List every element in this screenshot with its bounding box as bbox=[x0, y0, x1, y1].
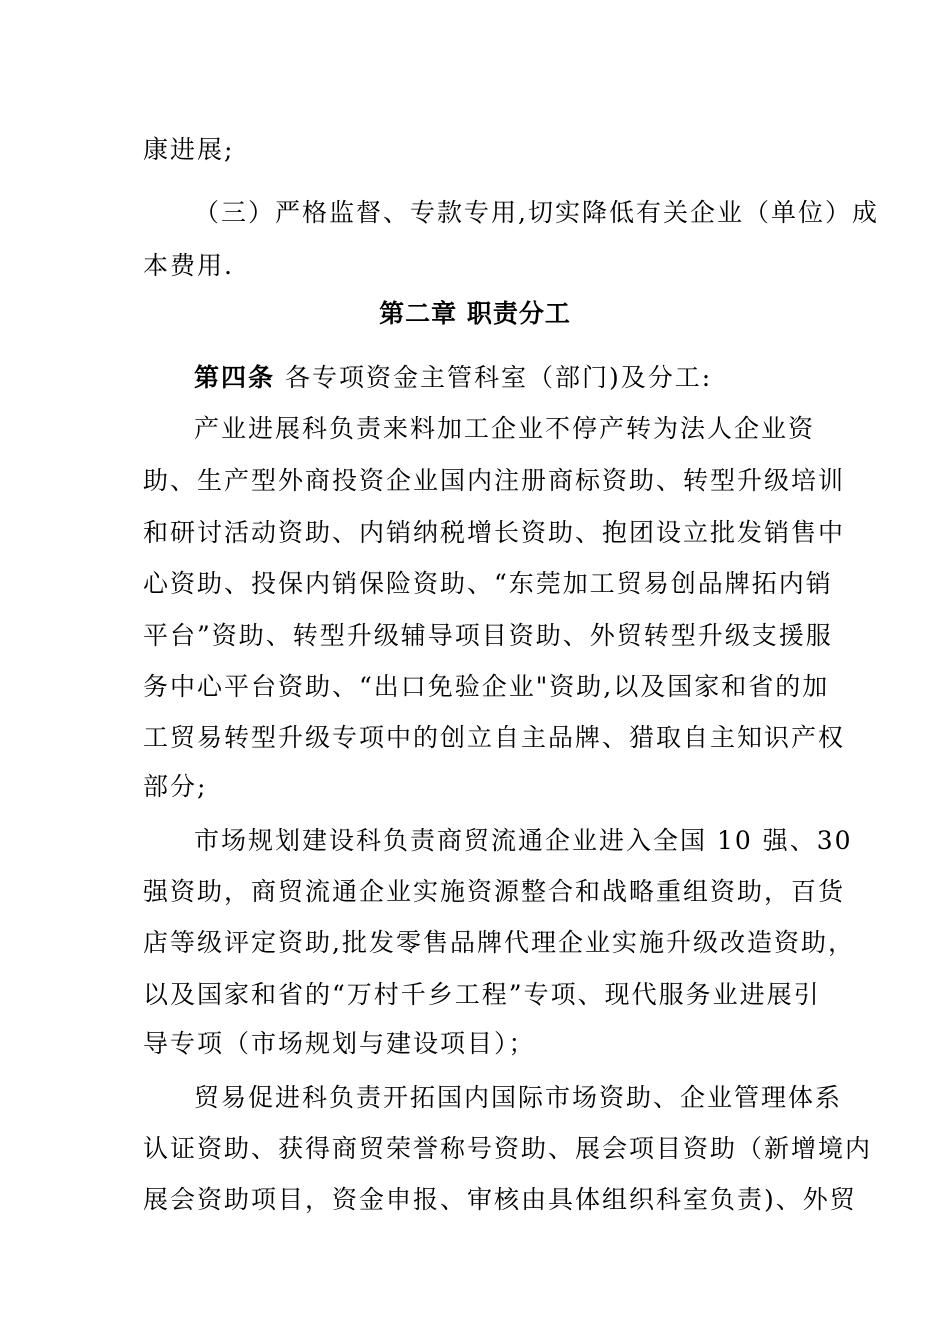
text-line: 以及国家和省的“万村千乡工程”专项、现代服务业进展引 bbox=[143, 980, 821, 1009]
text-line: 助、生产型外商投资企业国内注册商标资助、转型升级培训 bbox=[143, 466, 846, 495]
chapter-heading: 第二章 职责分工 bbox=[379, 299, 571, 328]
text-line: 市场规划建设科负责商贸流通企业进入全国 10 强、30 bbox=[194, 826, 853, 855]
text-line: （三）严格监督、专款专用,切实降低有关企业（单位）成 bbox=[194, 198, 879, 227]
text-line: 导专项（市场规划与建设项目）； bbox=[143, 1029, 536, 1058]
text-line: 康进展; bbox=[143, 135, 235, 164]
text-line: 工贸易转型升级专项中的创立自主品牌、猎取自主知识产权 bbox=[143, 723, 846, 752]
article-text: 各专项资金主管科室（部门)及分工: bbox=[275, 363, 713, 392]
text-line: 平台”资助、转型升级辅导项目资助、外贸转型升级支援服 bbox=[143, 621, 833, 650]
text-line: 本费用. bbox=[143, 251, 234, 280]
text-line: 部分; bbox=[143, 772, 208, 801]
text-line: 产业进展科负责来料加工企业不停产转为法人企业资 bbox=[194, 414, 816, 443]
text-line: 和研讨活动资助、内销纳税增长资助、抱团设立批发销售中 bbox=[143, 518, 846, 547]
text-line: 认证资助、获得商贸荣誉称号资助、展会项目资助（新增境内 bbox=[143, 1134, 873, 1163]
article-label: 第四条 bbox=[194, 363, 276, 392]
text-line: 展会资助项目，资金申报、审核由具体组织科室负责)、外贸 bbox=[143, 1185, 857, 1214]
text-line: 务中心平台资助、“出口免验企业"资助,以及国家和省的加 bbox=[143, 672, 830, 701]
text-line: 心资助、投保内销保险资助、“东莞加工贸易创品牌拓内销 bbox=[143, 569, 833, 598]
text-line: 强资助，商贸流通企业实施资源整合和战略重组资助，百货 bbox=[143, 877, 846, 906]
text-line: 贸易促进科负责开拓国内国际市场资助、企业管理体系 bbox=[194, 1083, 843, 1112]
article-4-heading bbox=[194, 362, 807, 394]
text-line: 店等级评定资助,批发零售品牌代理企业实施升级改造资助， bbox=[143, 928, 855, 957]
